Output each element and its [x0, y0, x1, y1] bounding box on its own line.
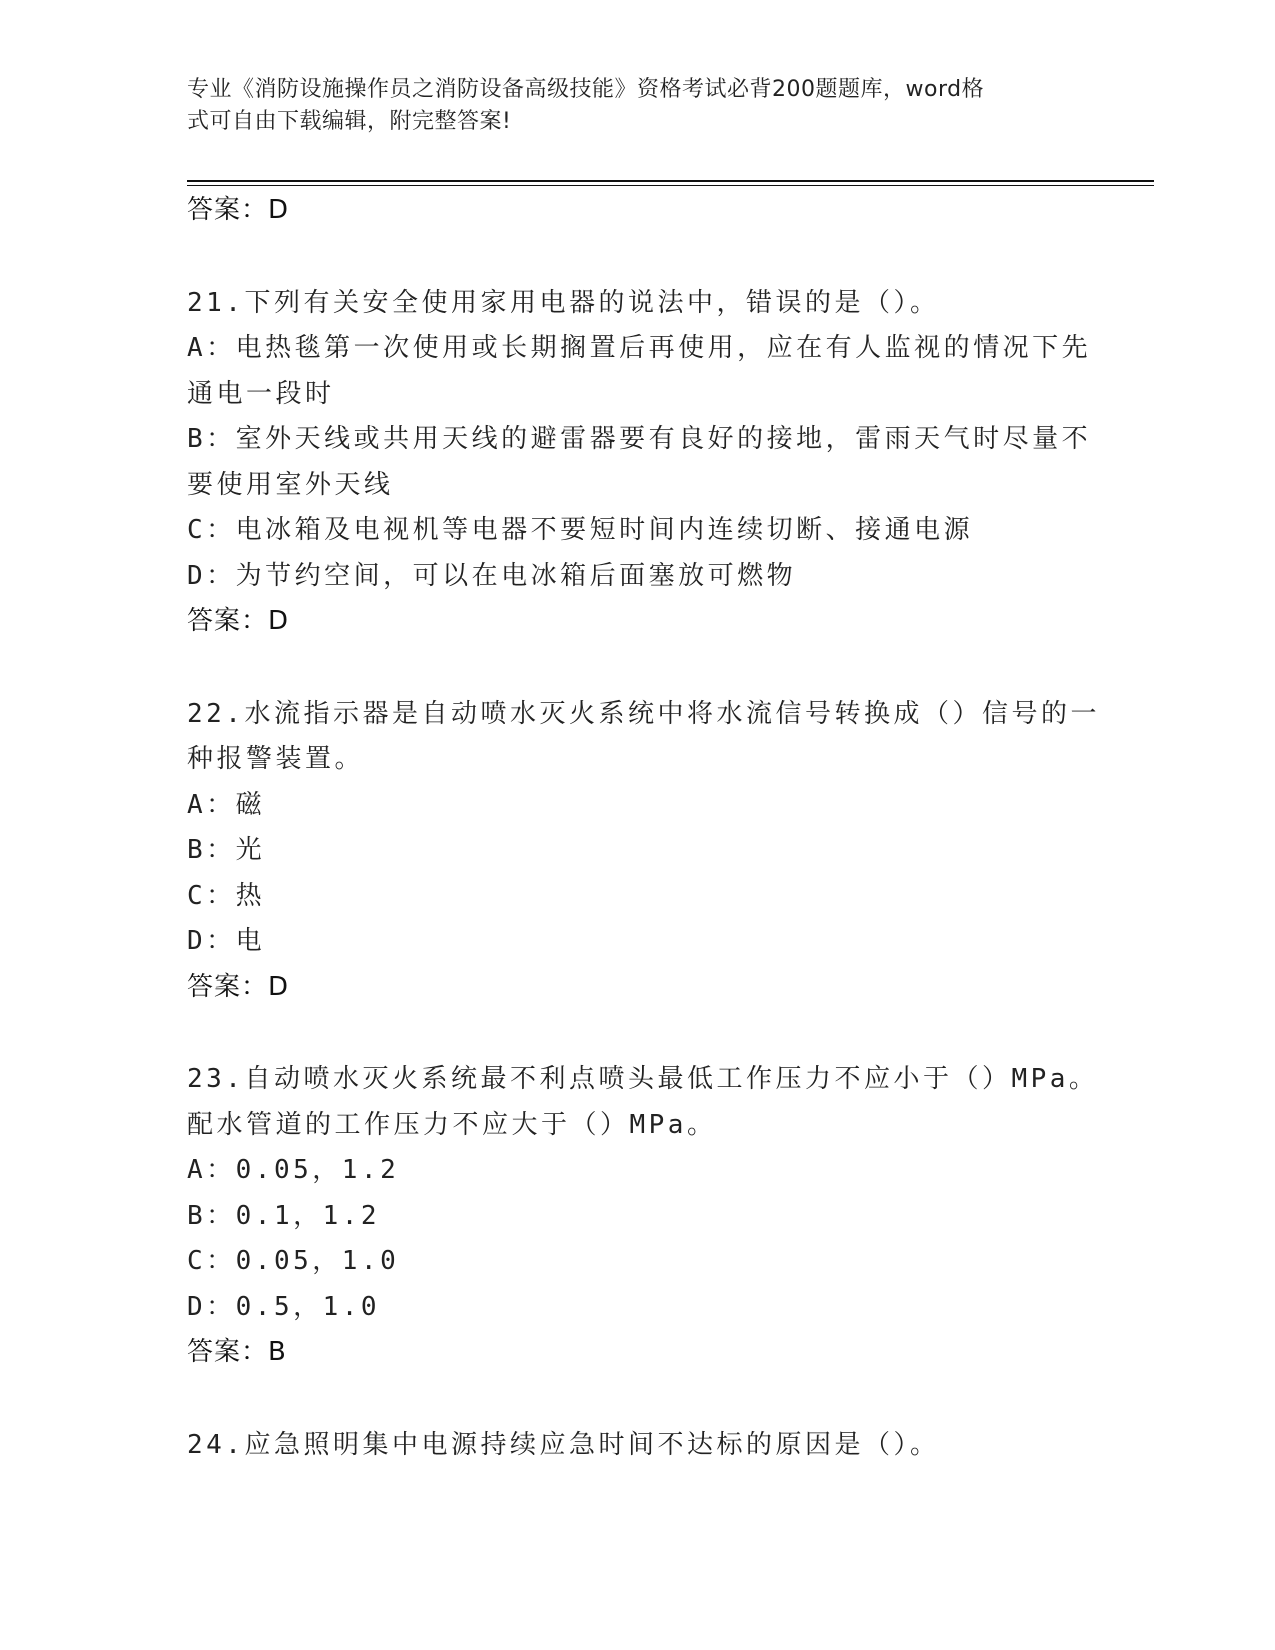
spacer: [187, 645, 1087, 692]
question-block: [187, 1057, 1099, 1376]
option-a: A：磁: [187, 789, 266, 820]
option-b-cont: 要使用室外天线: [187, 469, 394, 500]
question-stem: 23.自动喷水灭火系统最不利点喷头最低工作压力不应小于（）MPa。: [187, 1064, 1099, 1094]
header-rule-thick: [187, 180, 1154, 182]
page-header: [187, 74, 1067, 138]
option-c: C：0.05，1.0: [187, 1246, 400, 1276]
option-c: C：热: [187, 880, 266, 911]
option-d: D：电: [187, 926, 266, 956]
answer: 答案：D: [187, 971, 290, 1002]
spacer: [187, 234, 1087, 281]
question-stem: 22.水流指示器是自动喷水灭火系统中将水流信号转换成（）信号的一: [187, 698, 1100, 729]
option-a: A：电热毯第一次使用或长期搁置后再使用，应在有人监视的情况下先: [187, 333, 1092, 363]
answer: 答案：D: [187, 606, 290, 636]
header-line-2: 式可自由下载编辑，附完整答案!: [187, 109, 512, 134]
question-stem: 24.应急照明集中电源持续应急时间不达标的原因是（）。: [187, 1429, 940, 1460]
option-d: D：0.5，1.0: [187, 1291, 381, 1322]
option-d: D：为节约空间，可以在电冰箱后面塞放可燃物: [187, 560, 797, 591]
option-b: B：光: [187, 835, 266, 865]
option-b: B：室外天线或共用天线的避雷器要有良好的接地，雷雨天气时尽量不: [187, 424, 1092, 454]
header-rule-thin: [187, 185, 1154, 186]
spacer: [187, 1376, 1087, 1423]
previous-answer: 答案：D: [187, 195, 290, 225]
question-block: [187, 1423, 1087, 1469]
question-stem-cont: 种报警装置。: [187, 744, 365, 774]
option-b: B：0.1，1.2: [187, 1200, 381, 1231]
option-a-cont: 通电一段时: [187, 378, 335, 409]
option-c: C：电冰箱及电视机等电器不要短时间内连续切断、接通电源: [187, 515, 974, 545]
question-block: [187, 281, 1092, 645]
question-block: [187, 692, 1100, 1011]
option-a: A：0.05，1.2: [187, 1155, 400, 1185]
header-line-1: 专业《消防设施操作员之消防设备高级技能》资格考试必背200题题库，word格: [187, 77, 985, 102]
spacer: [187, 1010, 1087, 1057]
question-stem-cont: 配水管道的工作压力不应大于（）MPa。: [187, 1109, 717, 1140]
question-stem: 21.下列有关安全使用家用电器的说法中，错误的是（）。: [187, 287, 940, 318]
question-content: [187, 188, 1100, 1468]
answer: 答案：B: [187, 1337, 287, 1367]
